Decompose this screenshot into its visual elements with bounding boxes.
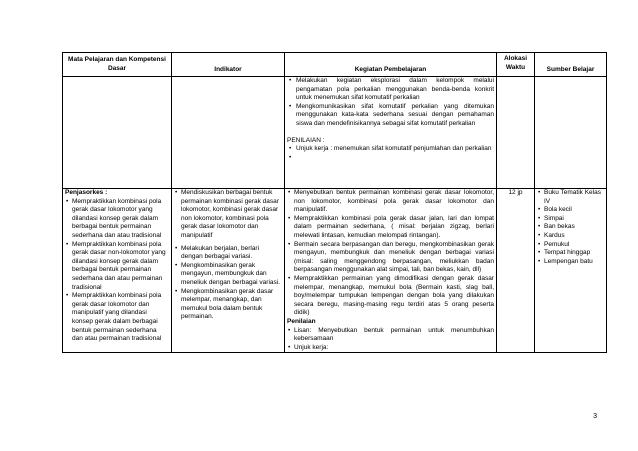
penjasorkes-row	[63, 189, 607, 353]
list-item: • Mengkomunikasikan sifat komutatif perkalian yang ditemukan menggunakan kata-kata sederhana sesuai dengan pemahaman siswa dan mendefinisikannya sebagai sifat komutatif perkalian	[287, 103, 494, 129]
continued-kompetensi-cell	[63, 77, 172, 189]
page-number: 3	[593, 413, 597, 420]
header-alokasi: Alokasi Waktu	[497, 53, 535, 77]
list-item: • Kardus	[537, 232, 604, 241]
subject-title: Penjasorkes :	[65, 189, 108, 196]
list-item: • Mempraktikkan kombinasi pola gerak dasar lokomotor dan manipulatif yang dilandasi konsep gerak dalam berbagai bentuk permainan sederhana dan atau permainan tradisional	[65, 292, 169, 344]
alokasi-value: 12 jp	[508, 189, 523, 196]
header-kegiatan: Kegiatan Pembelajaran	[285, 53, 497, 77]
penjasorkes-indikator-cell	[172, 189, 285, 353]
header-kompetensi: Mata Pelajaran dan Kompetensi Dasar	[63, 53, 172, 77]
header-sumber: Sumber Belajar	[535, 53, 607, 77]
table-header-row	[63, 53, 607, 77]
list-item: • Melakukan berjalan, berlari dengan berbagai variasi.	[174, 245, 282, 262]
list-item: • Unjuk kerja : menemukan sifat komutatif penjumlahan dan perkalian	[287, 145, 494, 154]
penilaian-title: Penilaian	[287, 317, 316, 325]
list-item: • Bermain secara berpasangan dan beregu, mengkombinasikan gerak mengayun, membungkuk dan meneliuk dengan berbagai variasi (misal: saling menggendong berpasangan, meliukkan badan berpasangan menggunakan alat simpai, tali, ban bekas, kain, dll)	[287, 241, 494, 275]
penjasorkes-kegiatan-cell	[285, 189, 497, 353]
penjasorkes-sumber-cell	[535, 189, 607, 353]
continued-sumber-cell	[535, 77, 607, 189]
list-item: • Unjuk kerja:	[287, 344, 494, 353]
list-item: • Melakukan kegiatan eksplorasi dalam kelompok melalui pengamatan pola perkalian menggunakan benda-benda konkrit untuk menemukan sifat komutatif perkalian	[287, 77, 494, 103]
list-item: • Mengkombinasikan gerak mengayun, membungkuk dan meneliuk dengan berbagai variasi.	[174, 262, 282, 288]
list-item: • Mendiskusikan berbagai bentuk permainan kombinasi gerak dasar lokomotor, kombinasi gerak dasar non lokomotor, kombinasi pola gerak dasar lokomotor dan manipulatif	[174, 189, 282, 241]
list-item: • Tempat hinggap	[537, 249, 604, 258]
list-item: • Mempraktikkan kombinasi pola gerak dasar non-lokomotor yang dilandasi konsep gerak dalam berbagai bentuk permainan sederhana dan atau permainan tradisional	[65, 241, 169, 293]
list-item: • Menyebutkan bentuk permainan kombinasi gerak dasar lokomotor, non lokomotor, kombinasi pola gerak dasar lokomotor dan manipulatif.	[287, 189, 494, 215]
penjasorkes-kompetensi-cell	[63, 189, 172, 353]
continued-row	[63, 77, 607, 189]
list-item: • Lempengan batu	[537, 258, 604, 267]
penjasorkes-alokasi-cell	[497, 189, 535, 353]
continued-kegiatan-cell	[285, 77, 497, 189]
list-item: • Ban bekas	[537, 223, 604, 232]
list-item: • Lisan: Menyebutkan bentuk permainan untuk menumbuhkan kebersamaan	[287, 327, 494, 344]
list-item: • Buku Tematik Kelas IV	[537, 189, 604, 206]
list-item: • Mempraktikkan permainan yang dimodifikasi dengan gerak dasar melempar, menangkap, memukul bola (Bermain kasti, slag ball, boy/melempar tumpukan lempengan dengan bola yang dilakukan secara beregu, masing-masing regu terdiri atas 5 orang peserta didik)	[287, 275, 494, 318]
list-item: • Mempraktikkan kombinasi pola gerak dasar jalan, lari dan lompat dalam permainan sederhana, ( misal: berjalan zigzag, berlari melewati lintasan, kemudian melompati rintangan).	[287, 215, 494, 241]
list-item: • Mengkombinasikan gerak dasar melempar, menangkap, dan memukul bola dalam bentuk permainan.	[174, 288, 282, 322]
list-item: • Pemukul	[537, 241, 604, 250]
continued-indikator-cell	[172, 77, 285, 189]
lesson-plan-table	[62, 52, 607, 353]
continued-alokasi-cell	[497, 77, 535, 189]
list-item: • Mempraktikkan kombinasi pola gerak dasar lokomotor yang dilandasi konsep gerak dalam berbagai bentuk permainan sederhana dan atau tradisional	[65, 198, 169, 241]
list-item: • Simpai	[537, 215, 604, 224]
header-indikator: Indikator	[172, 53, 285, 77]
list-item: • Bola kecil	[537, 206, 604, 215]
penilaian-title: PENILAIAN :	[287, 136, 325, 144]
